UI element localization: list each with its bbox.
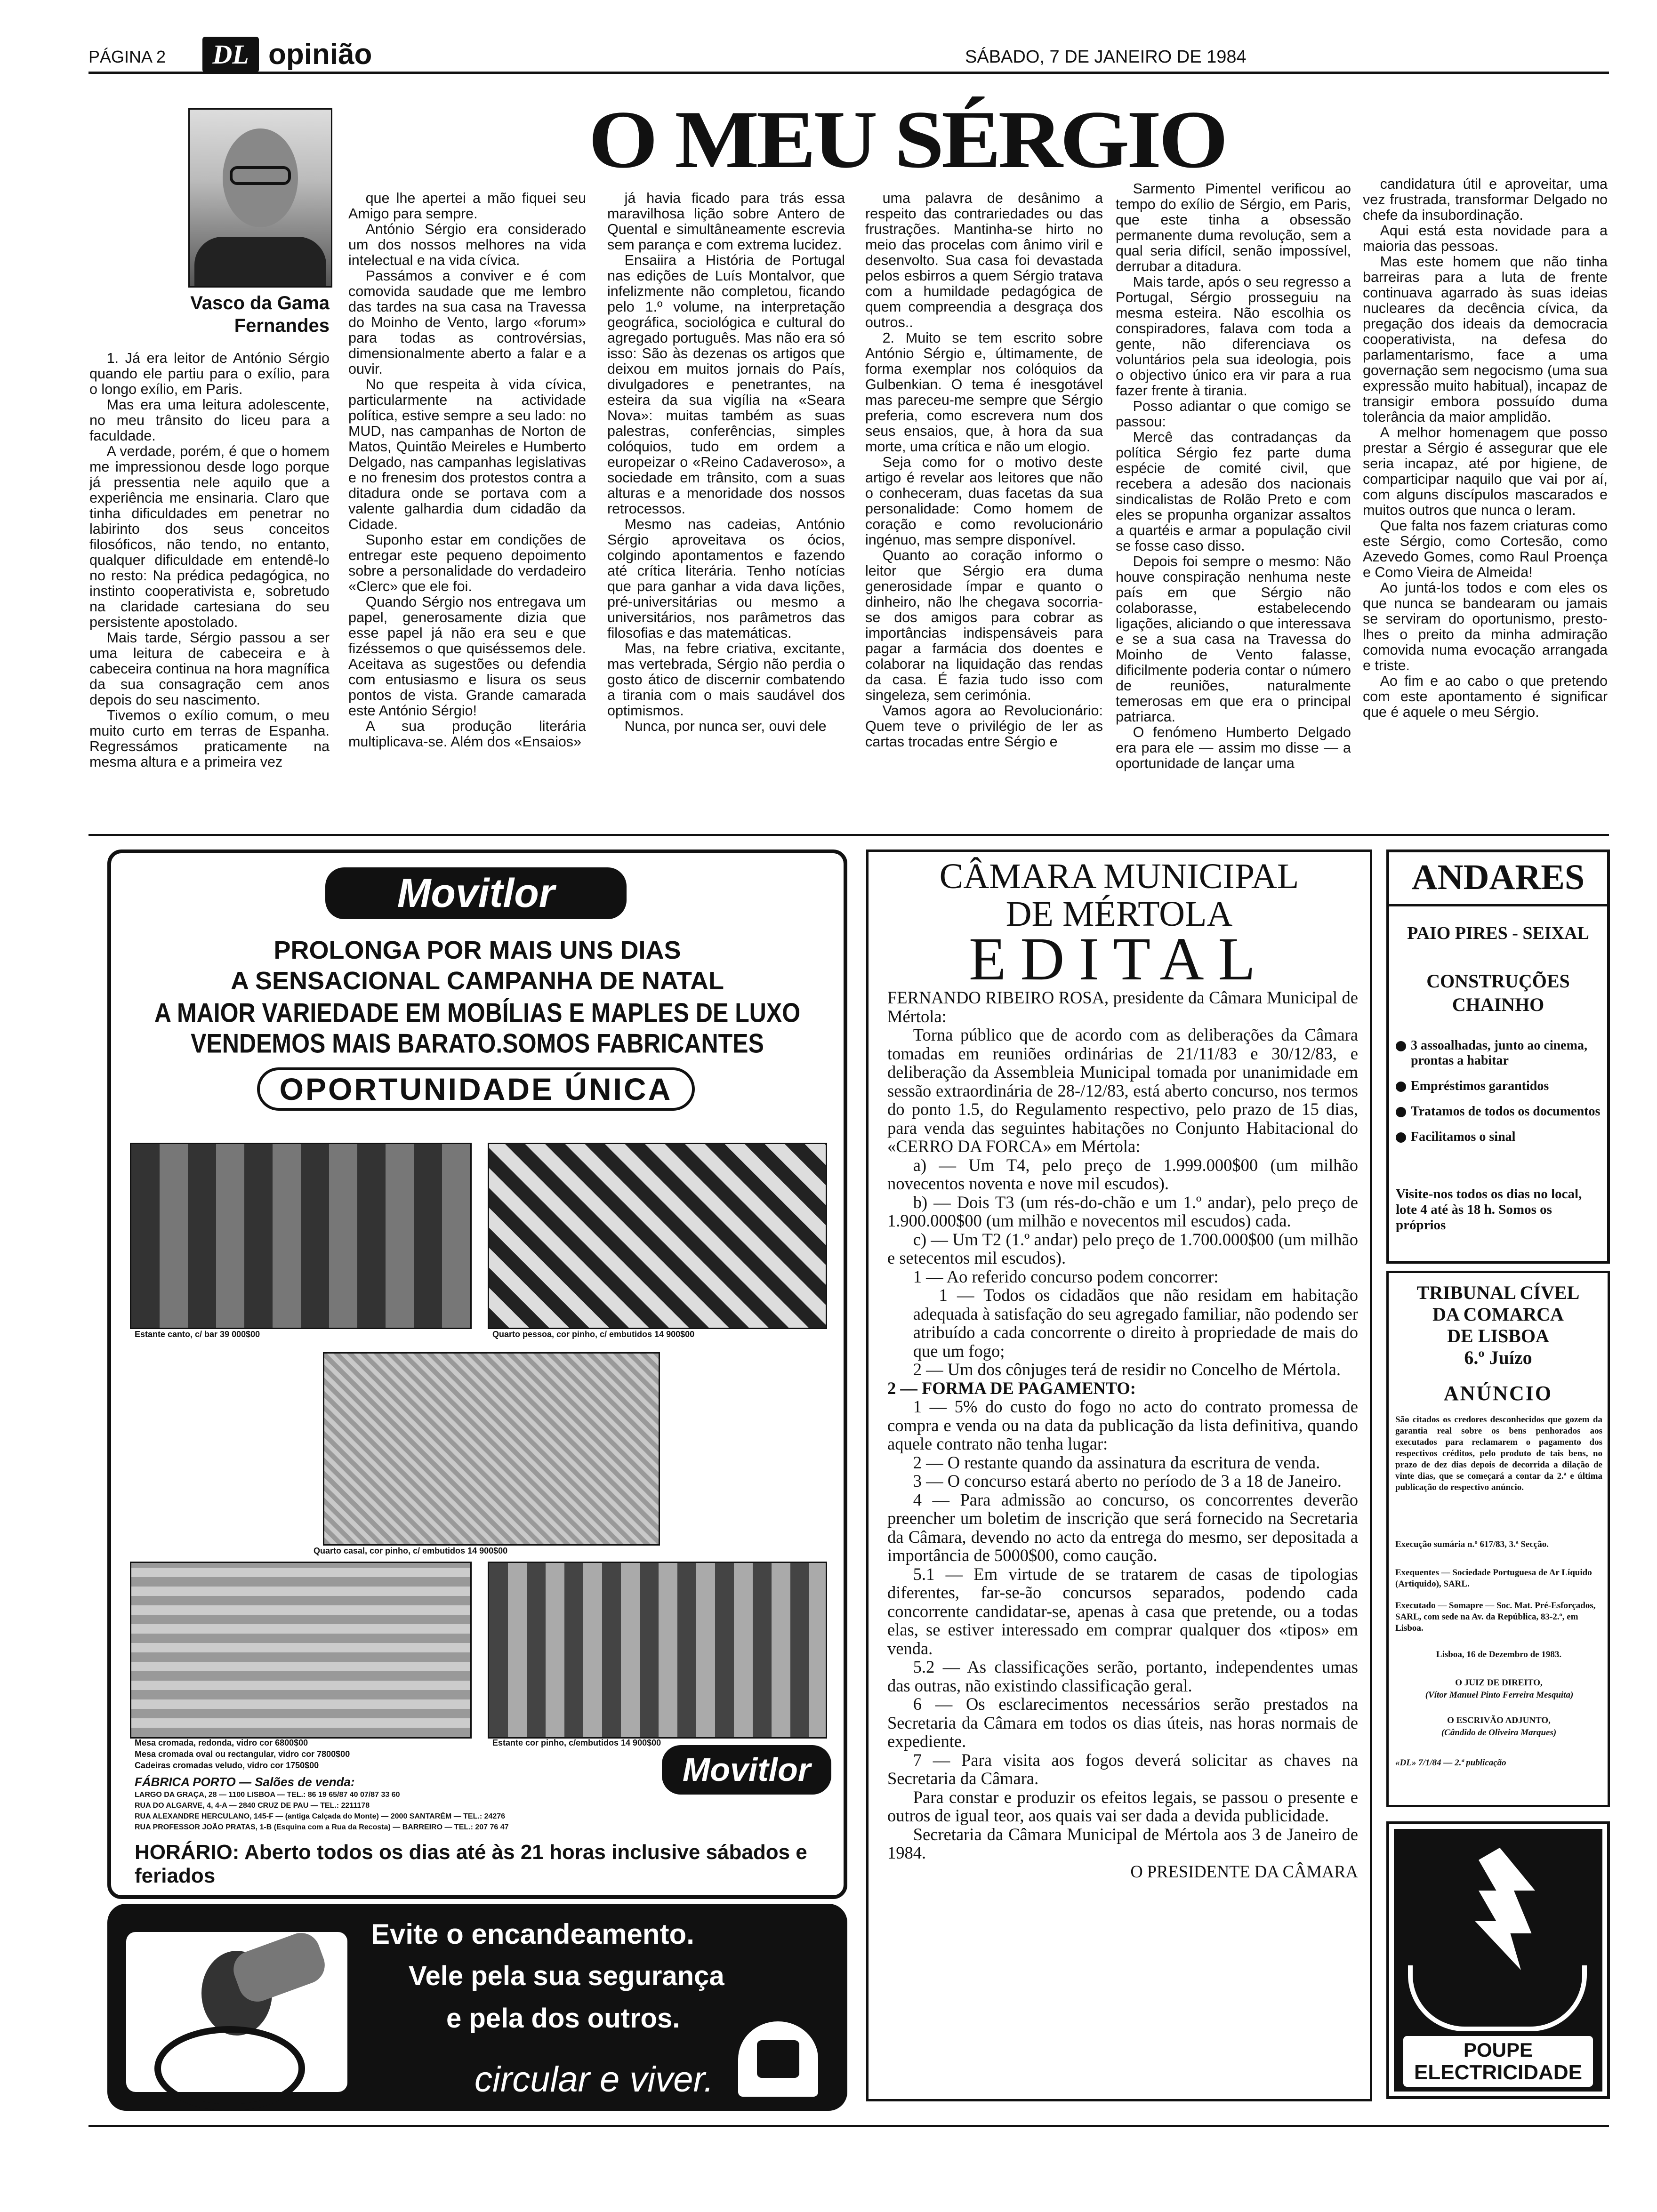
edital-paragraph: 7 — Para visita aos fogos deverá solicitar as chaves na Secretaria da Câmara. bbox=[887, 1750, 1358, 1788]
steering-wheel-icon bbox=[154, 2026, 305, 2111]
photo-estante-pinho bbox=[488, 1562, 827, 1739]
andares-bullet-item bbox=[1396, 1130, 1603, 1145]
andares-bullet-item bbox=[1396, 1079, 1603, 1094]
evite-slogan: circular e viver. bbox=[475, 2060, 714, 2100]
page-date: SÁBADO, 7 DE JANEIRO DE 1984 bbox=[965, 47, 1247, 67]
movitlor-banner-text: OPORTUNIDADE ÚNICA bbox=[279, 1072, 673, 1106]
article-paragraph: Suponho estar em condições de entregar este pequeno depoimento sobre a personalidade do verdadeiro «Clerc» que ele foi. bbox=[348, 532, 586, 594]
poupe-ad bbox=[1386, 1821, 1610, 2099]
caption-quarto-casal: Quarto casal, cor pinho, c/ embutidos 14 900$00 bbox=[314, 1546, 508, 1555]
andares-rule bbox=[1389, 904, 1607, 906]
edital-paragraph: Secretaria da Câmara Municipal de Mértola aos 3 de Janeiro de 1984. bbox=[887, 1824, 1358, 1862]
article-paragraph: Aqui está esta novidade para a maioria das pessoas. bbox=[1363, 223, 1608, 254]
article-paragraph: A melhor homenagem que posso prestar a Sérgio é assegurar que ele seria incapaz, até por higiene, de comparticipar naquilo que vai por aí, com alguns discípulos mascarados e muitos outros que nunca o leram. bbox=[1363, 425, 1608, 518]
article-column-1 bbox=[89, 351, 330, 826]
bullet-icon bbox=[1396, 1082, 1406, 1092]
driver-illustration bbox=[126, 1932, 347, 2092]
edital-heading-2: DE MÉRTOLA bbox=[1005, 894, 1233, 934]
logo-text: DL bbox=[212, 39, 249, 70]
andares-bullet-text: Empréstimos garantidos bbox=[1411, 1079, 1549, 1093]
andares-company-2: CHAINHO bbox=[1452, 994, 1544, 1015]
edital-heading-1: CÂMARA MUNICIPAL bbox=[939, 857, 1299, 896]
edital-paragraph: 2 — FORMA DE PAGAMENTO: bbox=[887, 1378, 1136, 1398]
article-paragraph: Nunca, por nunca ser, ouvi dele bbox=[624, 718, 827, 734]
tribunal-clerk: O ESCRIVÃO ADJUNTO, bbox=[1447, 1715, 1551, 1725]
tribunal-title-4: 6.º Juízo bbox=[1464, 1347, 1532, 1368]
edital-paragraph: b) — Dois T3 (um rés-do-chão e um 1.º andar), pelo preço de 1.900.000$00 (um milhão e novecentos mil escudos) cada. bbox=[887, 1192, 1358, 1230]
author-glasses bbox=[230, 166, 291, 185]
photo-mesa-cromada bbox=[130, 1562, 472, 1739]
movitlor-ad bbox=[107, 850, 847, 1899]
movitlor-brand-box bbox=[325, 867, 627, 919]
evite-line2: Vele pela sua segurança bbox=[409, 1961, 724, 1991]
caption-cadeiras: Cadeiras cromadas veludo, vidro cor 1750$00 bbox=[135, 1761, 319, 1770]
article-paragraph: A verdade, porém, é que o homem me impressionou desde logo porque já pressentia nele aquilo que a experiência me ensinaria. Claro que tinha dificuldades em penetrar no labirinto dos seus conceitos filosóficos, não tendo, no entanto, qualquer dificuldade em entendê-lo no resto: Na prédica pedagógica, no instinto cooperativista e, sobretudo na claridade cartesiana do seu persistente apostolado. bbox=[89, 443, 330, 630]
author-suit bbox=[194, 237, 326, 286]
movitlor-line2: A SENSACIONAL CAMPANHA DE NATAL bbox=[231, 967, 724, 995]
movitlor-horario: HORÁRIO: Aberto todos os dias até às 21 horas inclusive sábados e feriados bbox=[135, 1841, 807, 1887]
tribunal-execution: Execução sumária n.º 617/83, 3.ª Secção. bbox=[1395, 1539, 1549, 1549]
newspaper-logo bbox=[202, 37, 259, 72]
edital-paragraph: 6 — Os esclarecimentos necessários serão prestados na Secretaria da Câmara em todos os dias úteis, nas horas normais de expediente. bbox=[887, 1694, 1358, 1751]
edital-paragraph: Para constar e produzir os efeitos legais, se passou o presente e outros de igual teor, aos quais vai ser dada a devida publicidade. bbox=[887, 1787, 1358, 1825]
caption-estante-pinho: Estante cor pinho, c/embutidos 14 900$00 bbox=[492, 1738, 661, 1747]
article-paragraph: António Sérgio era considerado um dos nossos melhores na vida intelectual e na vida cívica. bbox=[348, 221, 586, 268]
photo-estante-canto bbox=[130, 1143, 472, 1329]
movitlor-brand: Movitlor bbox=[397, 871, 555, 916]
movitlor-address-2: RUA DO ALGARVE, 4, 4-A — 2840 CRUZ DE PAU — TEL.: 2211178 bbox=[135, 1802, 370, 1810]
edital-paragraph: 4 — Para admissão ao concurso, os concorrentes deverão preencher um boletim de inscrição que será fornecido na Secretaria da Câmara, devendo no acto da entrega do mesmo, ser depositada a importância de 5000$00, como caução. bbox=[887, 1490, 1358, 1565]
article-paragraph: candidatura útil e aproveitar, uma vez frustrada, transformar Delgado no chefe da insubordinação. bbox=[1363, 176, 1608, 223]
edital-paragraph: 3 — O concurso estará aberto no período de 3 a 18 de Janeiro. bbox=[913, 1471, 1342, 1491]
movitlor-address-4: RUA PROFESSOR JOÃO PRATAS, 1-B (Esquina com a Rua da Recosta) — BARREIRO — TEL.: 207 76 47 bbox=[135, 1823, 509, 1831]
tribunal-date: Lisboa, 16 de Dezembro de 1983. bbox=[1436, 1650, 1562, 1659]
article-paragraph: Depois foi sempre o mesmo: Não houve conspiração nenhuma neste país em que Sérgio não colaborasse, estabelecendo ligações, aliciando o que interessava e se a sua casa na Travessa do Moinho de Vento falasse, dificilmente poderia contar o número de reuniões, naturalmente temerosas em que era o principal patriarca. bbox=[1116, 553, 1351, 725]
article-paragraph: uma palavra de desânimo a respeito das contrariedades ou das frustrações. Mantinha-se hirto no meio das procelas com ânimo viril e desenvolto. Sua casa foi devastada pelos esbirros a quem Sérgio tratava com a humildade pedagógica de quem compreendia a desgraça dos outros.. bbox=[865, 191, 1103, 330]
tribunal-title-3: DE LISBOA bbox=[1447, 1325, 1549, 1346]
article-paragraph: Seja como for o motivo deste artigo é revelar aos leitores que não o conheceram, duas facetas da sua personalidade: Como homem de coração e como revolucionário ingénuo, mas sempre disponível. bbox=[865, 454, 1103, 548]
edital-paragraph: 2 — Um dos cônjuges terá de residir no Concelho de Mértola. bbox=[913, 1360, 1341, 1379]
tribunal-title-2: DA COMARCA bbox=[1432, 1304, 1564, 1325]
poupe-line2: ELECTRICIDADE bbox=[1414, 2061, 1582, 2084]
article-paragraph: Posso adiantar o que comigo se passou: bbox=[1116, 398, 1351, 430]
movitlor-fabrica: FÁBRICA PORTO — Salões de venda: bbox=[135, 1775, 355, 1789]
edital-paragraph: 1 — Todos os cidadãos que não residam em habitação adequada à satisfação do seu agregado familiar, não podendo ser atribuído a cada concorrente o direito à propriedade de mais do que um fogo; bbox=[913, 1285, 1358, 1361]
evite-line1: Evite o encandeamento. bbox=[371, 1918, 694, 1950]
edital-paragraph: Torna público que de acordo com as deliberações da Câmara tomadas em reuniões ordinárias de 21/11/83 e 30/12/83, e deliberação da Assembleia Municipal tomada por unanimidade em sessão extraordinária de 28-/12/83, está aberto concurso, nos termos do ponto 1.5, do Regulamento respectivo, pelo prazo de 15 dias, para venda das seguintes habitações no Conjunto Habitacional do «CERRO DA FORCA» em Mértola: bbox=[887, 1025, 1358, 1156]
article-column-6 bbox=[1363, 176, 1608, 826]
edital-paragraph: a) — Um T4, pelo preço de 1.999.000$00 (um milhão novecentos noventa e nove mil escudos). bbox=[887, 1155, 1358, 1193]
article-paragraph: que lhe apertei a mão fiquei seu Amigo para sempre. bbox=[348, 191, 586, 222]
edital-paragraph: 1 — Ao referido concurso podem concorrer: bbox=[913, 1266, 1219, 1286]
article-paragraph: Mesmo nas cadeias, António Sérgio aproveitava os ócios, colgindo apontamentos e fazendo até crítica literária. Tenho notícias que para ganhar a vida dava lições, pré-universitárias ou mesmo a universitários, nos parâmetros das filosofias e das matemáticas. bbox=[607, 516, 845, 641]
tribunal-judge: O JUIZ DE DIREITO, bbox=[1455, 1678, 1543, 1688]
article-paragraph: 2. Muito se tem escrito sobre António Sérgio e, últimamente, de forma exemplar nos colóquios da Gulbenkian. O tema é inesgotável mas pareceu-me sempre que Sérgio preferia, como escrevera num dos seus ensaios, que, à hora da sua morte, uma crítica e não um elogio. bbox=[865, 330, 1103, 455]
edital-notice bbox=[866, 850, 1372, 2101]
movitlor-logo-text: Movitlor bbox=[682, 1751, 811, 1788]
andares-bullets bbox=[1396, 1038, 1603, 1155]
article-paragraph: Mas, na febre criativa, excitante, mas vertebrada, Sérgio não perdia o gosto ático de discernir combatendo a tirania com o mais saudável dos optimismos. bbox=[607, 641, 845, 719]
edital-paragraph: O PRESIDENTE DA CÂMARA bbox=[1130, 1861, 1358, 1881]
article-author: Vasco da Gama Fernandes bbox=[190, 293, 330, 336]
article-paragraph: já havia ficado para trás essa maravilhosa lição sobre Antero de Quental e simultâneamente escrevia sem parança e com extrema lucidez. bbox=[607, 191, 845, 253]
page-number: PÁGINA 2 bbox=[88, 47, 166, 66]
edital-paragraph: 5.2 — As classificações serão, portanto, independentes umas das outras, não existindo classificação geral. bbox=[887, 1657, 1358, 1695]
movitlor-address-1: LARGO DA GRAÇA, 28 — 1100 LISBOA — TEL.: 86 19 65/87 40 07/87 33 60 bbox=[135, 1791, 400, 1799]
article-column-3 bbox=[607, 191, 845, 826]
andares-location: PAIO PIRES - SEIXAL bbox=[1407, 923, 1589, 943]
andares-footer: Visite-nos todos os dias no local, lote 4 até às 18 h. Somos os próprios bbox=[1396, 1186, 1582, 1233]
article-paragraph: Ao fim e ao cabo o que pretendo com este apontamento é significar que é aquele o meu Sérgio. bbox=[1363, 673, 1608, 720]
andares-ad bbox=[1386, 850, 1610, 1264]
caption-estante-canto: Estante canto, c/ bar 39 000$00 bbox=[135, 1330, 260, 1339]
bullet-icon bbox=[1396, 1132, 1406, 1143]
header-rule bbox=[88, 72, 1609, 74]
edital-heading-3: EDITAL bbox=[969, 925, 1270, 993]
andares-bullet-text: Tratamos de todos os documentos bbox=[1411, 1104, 1601, 1119]
circular-viver-logo-icon bbox=[738, 2021, 818, 2097]
movitlor-line1: PROLONGA POR MAIS UNS DIAS bbox=[273, 936, 681, 964]
photo-quarto-casal bbox=[323, 1352, 660, 1546]
article-paragraph: Mas este homem que não tinha barreiras para a luta de frente continuava agarrado às suas ideias nucleares da decência cívica, da pregação dos ideais da democracia cooperativista, na defesa do parlamentarismo, face a uma governação sem negocismo (uma sua expressão muito habitual), incapaz de transigir embora possuído duma tolerância da maior amplidão. bbox=[1363, 254, 1608, 425]
edital-paragraph: 5.1 — Em virtude de se tratarem de casas de tipologias diferentes, far-se-ão concursos separados, podendo cada concorrente candidatar-se, apenas à casa que pretende, ou a todas elas, se estiver interessado em comprar qualquer dos «tipos» em venda. bbox=[887, 1564, 1358, 1658]
article-paragraph: Mais tarde, após o seu regresso a Portugal, Sérgio prosseguiu na mesma esteira. Não escolhia os conspiradores, falava com toda a gente, não diferenciava os voluntários pela sua ideologia, pois o objectivo único era vir para a rua fazer frente à tirania. bbox=[1116, 274, 1351, 399]
movitlor-line3: A MAIOR VARIEDADE EM MOBÍLIAS E MAPLES DE LUXO bbox=[154, 997, 801, 1028]
driver-hand bbox=[228, 1928, 330, 2007]
page-bottom-rule bbox=[88, 2125, 1609, 2127]
article-paragraph: Mais tarde, Sérgio passou a ser uma leitura de cabeceira e à cabeceira continua na hora magnífica da sua consagração cem anos depois do seu nascimento. bbox=[89, 630, 330, 708]
author-photo bbox=[188, 108, 332, 288]
article-paragraph: O fenómeno Humberto Delgado era para ele — assim mo disse — a oportunidade de lançar uma bbox=[1116, 724, 1351, 771]
article-column-4 bbox=[865, 191, 1103, 826]
hand-icon bbox=[1408, 1965, 1587, 2031]
poupe-line1: POUPE bbox=[1463, 2039, 1533, 2061]
photo-quarto-pessoa bbox=[488, 1143, 827, 1329]
article-paragraph: Ao juntá-los todos e com eles os que nunca se bandearam ou jamais se serviram do oportunismo, presto-lhes o preito da minha admiração comovida numa evocação arrangada e triste. bbox=[1363, 580, 1608, 673]
andares-bullet-text: 3 assoalhadas, junto ao cinema, prontas a habitar bbox=[1411, 1038, 1587, 1068]
edital-paragraph: c) — Um T2 (1.º andar) pelo preço de 1.700.000$00 (um milhão e setecentos mil escudos). bbox=[887, 1229, 1358, 1267]
tribunal-publication: «DL» 7/1/84 — 2.ª publicação bbox=[1395, 1758, 1506, 1768]
article-paragraph: No que respeita à vida cívica, particularmente na actividade política, estive sempre a seu lado: no MUD, nas campanhas de Norton de Matos, Quintão Meireles e Humberto Delgado, nas campanhas legislativas e no frenesim dos protestos contra a ditadura onde se portava com a valente galhardia dum cidadão da Cidade. bbox=[348, 377, 586, 532]
article-paragraph: Mas era uma leitura adolescente, no meu trânsito do liceu para a faculdade. bbox=[89, 397, 330, 444]
section-name: opinião bbox=[268, 38, 372, 71]
edital-paragraph: 1 — 5% do custo do fogo no acto do contrato promessa de compra e venda ou na data da publicação da lista definitiva, quando aquele contrato não tenha lugar: bbox=[887, 1397, 1358, 1453]
article-paragraph: Ensaiira a História de Portugal nas edições de Luís Montalvor, que infelizmente não completou, ficando pelo 1.º volume, na interpretação geográfica, sociológica e cultural do agregado português. Mas não era só isso: São às dezenas os artigos que deixou em muitos jornais do País, divulgadores e penetrantes, na esteira da sua vigília na «Seara Nova»: muitas também as suas palestras, conferências, simples colóquios, tudo em ordem a europeizar o «Reino Cadaveroso», a sociedade em trânsito, com a suas alturas e a menoridade dos nossos retrocessos. bbox=[607, 252, 845, 517]
article-paragraph: Sarmento Pimentel verificou ao tempo do exílio de Sérgio, em Paris, que este tinha a obsessão permanente duma revolução, sem a qual seria difícil, senão impossível, derrubar a ditadura. bbox=[1116, 181, 1351, 274]
bullet-icon bbox=[1396, 1041, 1406, 1051]
article-column-2 bbox=[348, 191, 586, 826]
poupe-label-box bbox=[1403, 2036, 1593, 2087]
evite-line3: e pela dos outros. bbox=[446, 2003, 680, 2034]
andares-title: ANDARES bbox=[1411, 858, 1585, 897]
article-paragraph: Que falta nos fazem criaturas como este Sérgio, como Cortesão, como Azevedo Gomes, como Raul Proença e Como Vieira de Almeida! bbox=[1363, 518, 1608, 580]
article-title: O MEU SÉRGIO bbox=[588, 94, 1226, 185]
tribunal-anuncio: ANÚNCIO bbox=[1443, 1382, 1553, 1405]
bullet-icon bbox=[1396, 1107, 1406, 1117]
andares-bullet-item bbox=[1396, 1038, 1603, 1068]
andares-company-1: CONSTRUÇÕES bbox=[1426, 970, 1570, 992]
movitlor-banner bbox=[257, 1067, 695, 1111]
edital-paragraph: 2 — O restante quando da assinatura da escritura de venda. bbox=[913, 1452, 1320, 1472]
tribunal-judge-name: (Vítor Manuel Pinto Ferreira Mesquita) bbox=[1425, 1690, 1574, 1700]
article-paragraph: Tivemos o exílio comum, o meu muito curto em terras de Espanha. Regressámos praticamente na mesma altura e a primeira vez bbox=[89, 707, 330, 770]
article-paragraph: Passámos a conviver e é com comovida saudade que me lembro das tardes na sua casa na Travessa do Moinho de Vento, largo «forum» para todas as controvérsias, dimensionalmente aberto a falar e a ouvir. bbox=[348, 268, 586, 377]
movitlor-line4: VENDEMOS MAIS BARATO.SOMOS FABRICANTES bbox=[191, 1028, 764, 1059]
andares-bullet-item bbox=[1396, 1104, 1603, 1119]
article-paragraph: A sua produção literária multiplicava-se. Além dos «Ensaios» bbox=[348, 718, 586, 750]
article-paragraph: Vamos agora ao Revolucionário: Quem teve o privilégio de ler as cartas trocadas entre Sérgio e bbox=[865, 703, 1103, 750]
edital-body bbox=[887, 988, 1358, 2090]
article-column-5 bbox=[1116, 181, 1351, 826]
caption-quarto-pessoa: Quarto pessoa, cor pinho, c/ embutidos 14 900$00 bbox=[492, 1330, 695, 1339]
caption-mesa-2: Mesa cromada oval ou rectangular, vidro cor 7800$00 bbox=[135, 1749, 350, 1759]
article-paragraph: Mercê das contradanças da política Sérgio fez parte duma espécie de comité civil, que recebera a adesão dos nacionais sindicalistas de Rolão Preto e com eles se propunha organizar assaltos a quartéis e armar a população civil se fosse caso disso. bbox=[1116, 429, 1351, 554]
caption-mesa-1: Mesa cromada, redonda, vidro cor 6800$00 bbox=[135, 1738, 308, 1747]
article-bottom-rule bbox=[88, 834, 1609, 836]
tribunal-exequentes: Exequentes — Sociedade Portuguesa de Ar Líquido (Artiquido), SARL. bbox=[1395, 1568, 1592, 1589]
tribunal-executado: Executado — Somapre — Soc. Mat. Pré-Esforçados, SARL, com sede na Av. da República, 83-2.º, em Lisboa. bbox=[1395, 1601, 1596, 1633]
tribunal-clerk-name: (Cândido de Oliveira Marques) bbox=[1441, 1728, 1557, 1738]
tribunal-body: São citados os credores desconhecidos que gozem da garantia real sobre os bens penhorados aos executados para reclamarem o pagamento dos respectivos créditos, pelo produto de tais bens, no prazo de dez dias depois de decorrida a dilação de vinte dias, que se começará a contar da 2.ª e última publicação do respectivo anúncio. bbox=[1395, 1415, 1602, 1492]
poupe-inner bbox=[1394, 1829, 1602, 2092]
andares-bullet-text: Facilitamos o sinal bbox=[1411, 1130, 1516, 1144]
tribunal-title-1: TRIBUNAL CÍVEL bbox=[1416, 1282, 1580, 1303]
article-paragraph: Quanto ao coração informo o leitor que Sérgio era duma generosidade ímpar e quanto o dinheiro, não lhe chegava socorria-se dos amigos para cobrar as importâncias indispensáveis para pagar a farmácia dos doentes e colaborar na liquidação das rendas da casa. É fazia tudo isso com singeleza, sem cerimónia. bbox=[865, 547, 1103, 703]
movitlor-address-3: RUA ALEXANDRE HERCULANO, 145-F — (antiga Calçada do Monte) — 2000 SANTARÉM — TEL.: 24276 bbox=[135, 1812, 506, 1820]
lightning-bolt-icon bbox=[1464, 1848, 1535, 1970]
edital-paragraph: FERNANDO RIBEIRO ROSA, presidente da Câmara Municipal de Mértola: bbox=[887, 988, 1358, 1026]
article-paragraph: Quando Sérgio nos entregava um papel, generosamente dizia que esse papel já não era seu e que fizéssemos o que quiséssemos dele. Aceitava as sugestões ou defendia com entusiasmo e lisura os seus pontos de vista. Grande camarada este António Sérgio! bbox=[348, 594, 586, 719]
movitlor-logo-box bbox=[662, 1745, 831, 1795]
tribunal-notice bbox=[1386, 1271, 1610, 1807]
article-paragraph: 1. Já era leitor de António Sérgio quando ele partiu para o exílio, para o longo exílio, em Paris. bbox=[89, 351, 330, 397]
evite-ad bbox=[107, 1904, 847, 2111]
